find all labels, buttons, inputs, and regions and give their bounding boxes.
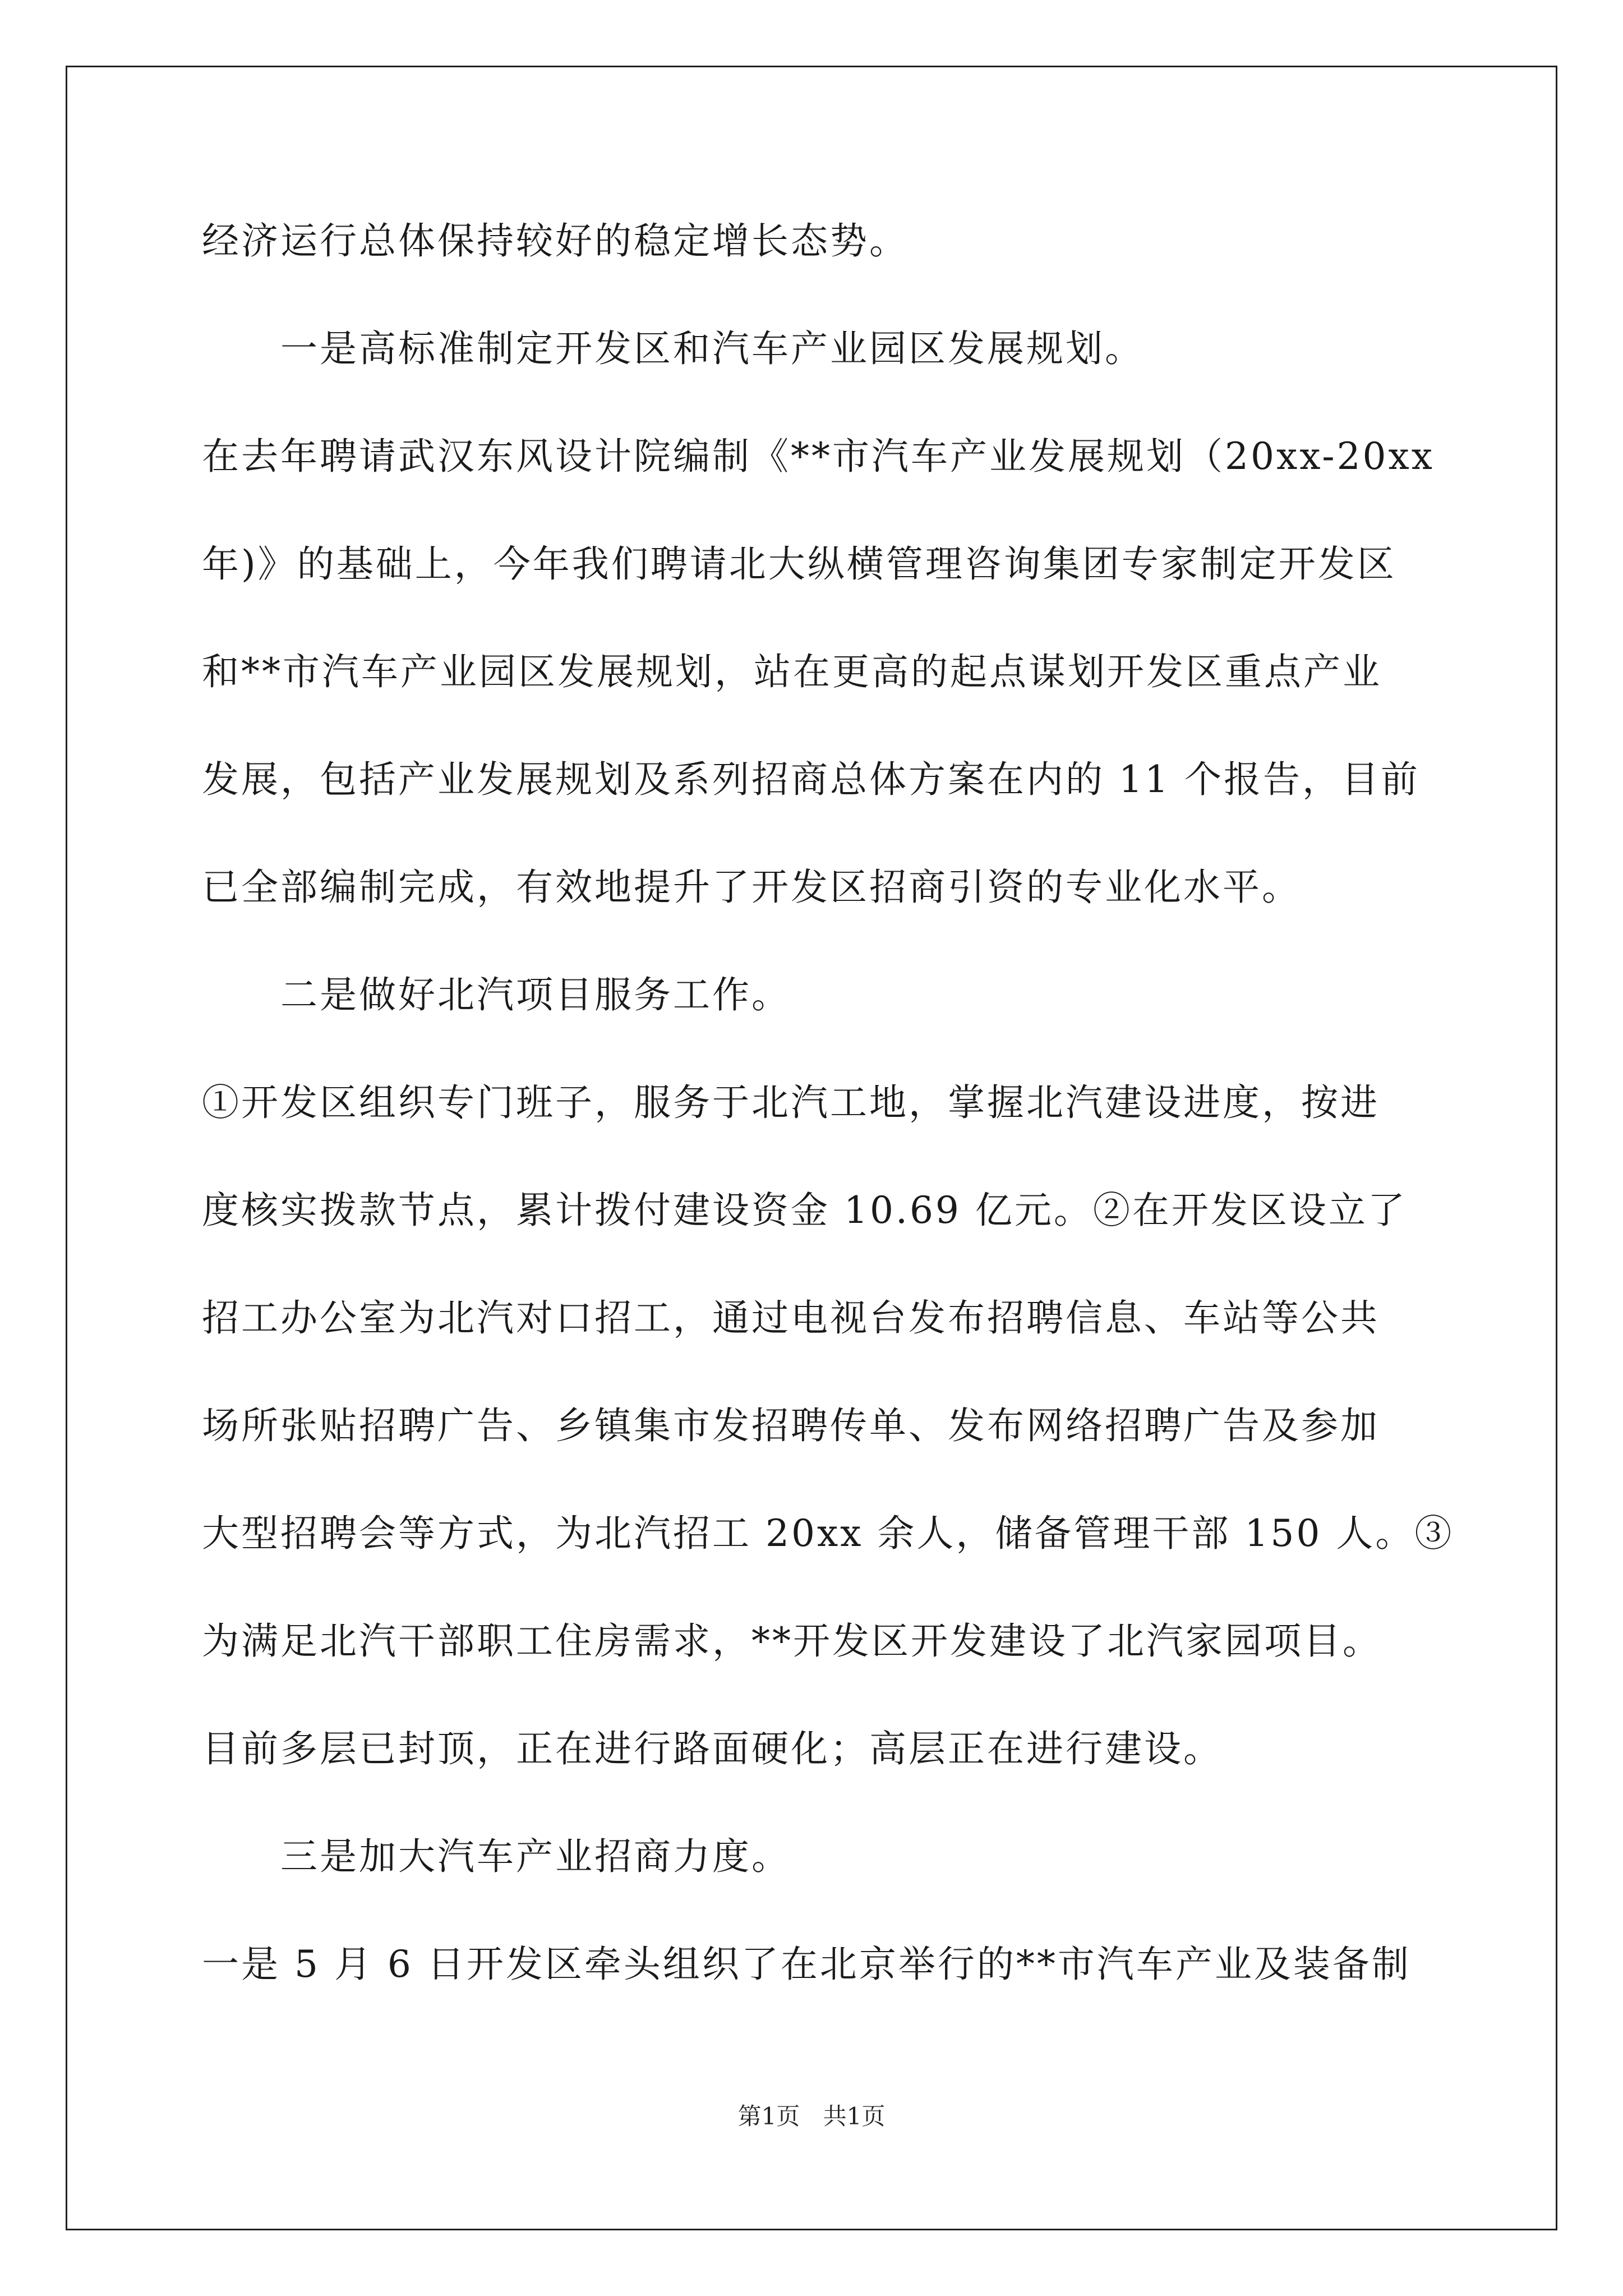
paragraph-heading-line: 三是加大汽车产业招商力度。 — [280, 1835, 791, 1878]
paragraph-line: 年)》的基础上，今年我们聘请北大纵横管理咨询集团专家制定开发区 — [202, 542, 1396, 586]
page-total: 共1页 — [823, 2102, 886, 2130]
paragraph-line: 度核实拨款节点，累计拨付建设资金 10.69 亿元。②在开发区设立了 — [202, 1189, 1407, 1232]
paragraph-line: 经济运行总体保持较好的稳定增长态势。 — [202, 219, 909, 263]
paragraph-line: 目前多层已封顶，正在进行路面硬化；高层正在进行建设。 — [202, 1727, 1223, 1770]
paragraph-line: 大型招聘会等方式，为北汽招工 20xx 余人，储备管理干部 150 人。③ — [202, 1512, 1454, 1555]
paragraph-line: 发展，包括产业发展规划及系列招商总体方案在内的 11 个报告，目前 — [202, 758, 1420, 801]
paragraph-line: 一是 5 月 6 日开发区牵头组织了在北京举行的**市汽车产业及装备制 — [202, 1943, 1411, 1986]
paragraph-line: 在去年聘请武汉东风设计院编制《**市汽车产业发展规划（20xx-20xx — [202, 435, 1435, 478]
page-number: 第1页 — [737, 2102, 800, 2130]
paragraph-line: ①开发区组织专门班子，服务于北汽工地，掌握北汽建设进度，按进 — [202, 1081, 1380, 1124]
paragraph-heading-line: 二是做好北汽项目服务工作。 — [280, 973, 791, 1016]
paragraph-heading-line: 一是高标准制定开发区和汽车产业园区发展规划。 — [280, 327, 1144, 370]
page-footer — [0, 2098, 1623, 2132]
paragraph-line: 为满足北汽干部职工住房需求，**开发区开发建设了北汽家园项目。 — [202, 1619, 1382, 1663]
paragraph-line: 场所张贴招聘广告、乡镇集市发招聘传单、发布网络招聘广告及参加 — [202, 1404, 1380, 1447]
paragraph-line: 已全部编制完成，有效地提升了开发区招商引资的专业化水平。 — [202, 866, 1301, 909]
page-border — [66, 66, 1557, 2230]
paragraph-line: 招工办公室为北汽对口招工，通过电视台发布招聘信息、车站等公共 — [202, 1296, 1380, 1340]
paragraph-line: 和**市汽车产业园区发展规划，站在更高的起点谋划开发区重点产业 — [202, 650, 1382, 693]
